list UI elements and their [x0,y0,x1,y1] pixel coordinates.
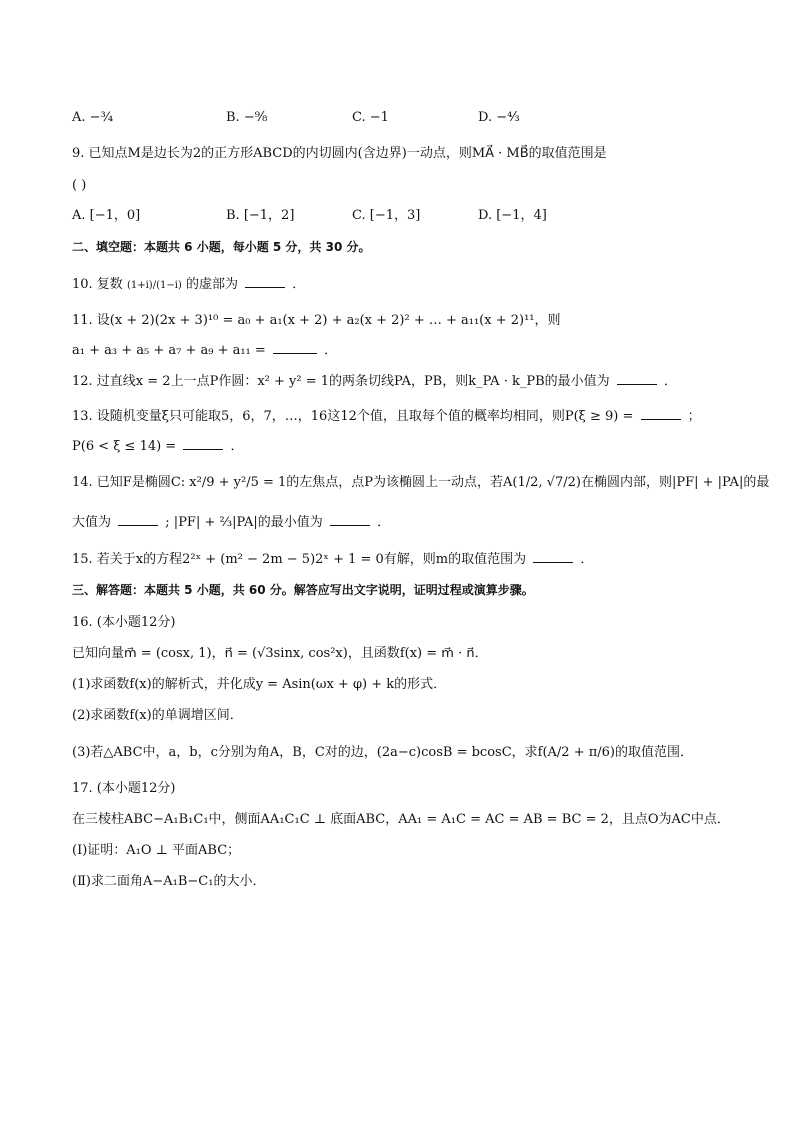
q15 [72,550,593,570]
q16-part1: (1)求函数f(x)的解析式，并化成y = Asin(ωx + φ) + k的形式． [72,677,447,692]
q15-answer-blank[interactable] [533,550,573,563]
q10-after: 的虚部为 [185,277,238,292]
section-2-title: 二、填空题：本题共 6 小题，每小题 5 分，共 30 分。 [72,240,371,254]
q13-sep: ； [687,409,701,424]
q10 [72,275,305,296]
q9-options [72,205,722,227]
q8-option-d[interactable]: D. −⁴⁄₃ [478,110,520,125]
q11-line1: 11. 设(x + 2)(2x + 3)¹⁰ = a₀ + a₁(x + 2) + a₂(x + 2)² + … + a₁₁(x + 2)¹¹，则 [72,313,561,328]
q8-options [72,107,722,129]
q15-end: ． [580,552,594,567]
q13-line1 [72,407,701,427]
q14-line2 [72,513,390,533]
q10-end: ． [292,277,306,292]
q12-text: 12. 过直线x = 2上一点P作圆：x² + y² = 1的两条切线PA，PB，则k_PA · k_PB的最小值为 [72,374,610,389]
q11-expr: a₁ + a₃ + a₅ + a₇ + a₉ + a₁₁ = [72,343,266,358]
q13-answer-blank-2[interactable] [183,437,223,450]
q15-text: 15. 若关于x的方程2²ˣ + (m² − 2m − 5)2ˣ + 1 = 0有解，则m的取值范围为 [72,552,527,567]
q12-answer-blank[interactable] [617,372,657,385]
q8-option-b[interactable]: B. −⁹⁄₈ [226,110,268,125]
q9-option-b[interactable]: B. [−1，2] [226,208,295,223]
q17-given: 在三棱柱ABC−A₁B₁C₁中，侧面AA₁C₁C ⊥ 底面ABC，AA₁ = A₁C = AC = AB = BC = 2，且点O为AC中点． [72,812,730,827]
q14-line1: 14. 已知F是椭圆C: x²/9 + y²/5 = 1的左焦点，点P为该椭圆上一动点，若A(1/2, √7/2)在椭圆内部，则|PF| + |PA|的最 [72,475,770,490]
q16-head: 16. (本小题12分) [72,615,176,630]
q9-option-a[interactable]: A. [−1，0] [72,208,141,223]
q10-fraction: (1+i)/(1−i) [126,280,182,291]
q16-part3: (3)若△ABC中，a，b，c分别为角A，B，C对的边，(2a−c)cosB = bcosC，求f(A/2 + π/6)的取值范围． [72,745,694,760]
q8-option-c[interactable]: C. −1 [352,110,389,125]
q14-end: ． [377,515,391,530]
q9-option-d[interactable]: D. [−1，4] [478,208,547,223]
q14-text-a: 大值为 [72,515,112,530]
q10-answer-blank[interactable] [245,275,285,288]
q9-option-c[interactable]: C. [−1，3] [352,208,421,223]
q12 [72,372,677,392]
q13-answer-blank-1[interactable] [641,407,681,420]
q11-line2 [72,341,337,361]
q9-paren: ( ) [72,178,87,193]
q9-stem: 9. 已知点M是边长为2的正方形ABCD的内切圆内(含边界)一动点，则MA⃗ · MB⃗的取值范围是 [72,146,607,161]
q17-part1: (Ⅰ)证明：A₁O ⊥ 平面ABC； [72,843,241,858]
section-3-title: 三、解答题：本题共 5 小题，共 60 分。解答应写出文字说明，证明过程或演算步骤。 [72,583,534,597]
q12-end: ． [663,374,677,389]
q13-end: ． [230,439,244,454]
q17-part2: (Ⅱ)求二面角A−A₁B−C₁的大小． [72,874,266,889]
q8-option-a[interactable]: A. −¾ [72,110,114,125]
q14-answer-blank-1[interactable] [118,513,158,526]
q13-line2 [72,437,244,457]
q10-before: 10. 复数 [72,277,123,292]
q16-given: 已知向量m⃗ = (cosx, 1)，n⃗ = (√3sinx, cos²x)，且函数f(x) = m⃗ · n⃗． [72,646,488,661]
q13-text: 13. 设随机变量ξ只可能取5，6，7，…，16这12个值，且取每个值的概率均相同，则P(ξ ≥ 9) = [72,409,634,424]
q11-answer-blank[interactable] [273,341,317,354]
q17-head: 17. (本小题12分) [72,781,176,796]
q13-expr: P(6 < ξ ≤ 14) = [72,439,177,454]
q11-end: ． [324,343,338,358]
q16-part2: (2)求函数f(x)的单调增区间． [72,708,243,723]
q14-answer-blank-2[interactable] [330,513,370,526]
q14-text-b: ; |PF| + ⅔|PA|的最小值为 [165,515,323,530]
